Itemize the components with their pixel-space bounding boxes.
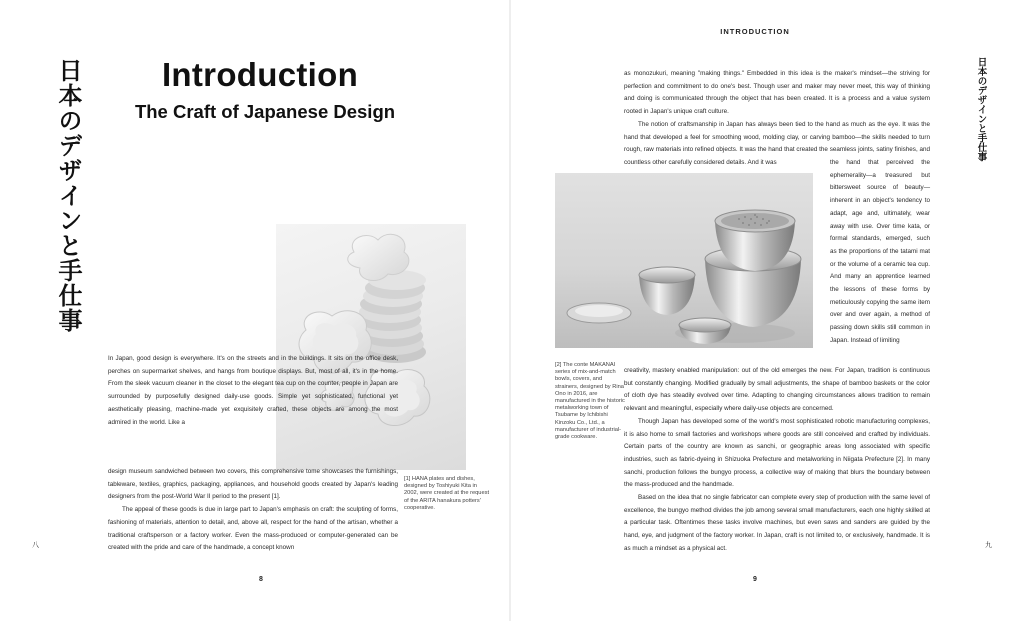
vertical-japanese-title: 日本のデザインと手仕事: [54, 58, 82, 333]
body-text-bottom: [624, 365, 930, 556]
page-title: Introduction: [161, 56, 359, 93]
paragraph: The notion of craftsmanship in Japan has always been tied to the hand as much as the eye. It was the hand that developed a feel for smoothing wood, molding clay, or carving bamboo—the skills needed to turn rough, raw materials into refined objects. It was the hand that created the seamless joints, satiny finishes, and countless other carefully considered details. And it was: [624, 120, 930, 166]
vertical-japanese-title: 日本のデザインと手仕事: [975, 57, 987, 162]
body-text-narrow: [108, 353, 398, 429]
paragraph: Based on the idea that no single fabricator can complete every step of production with the same level of excellence, the bungyo method divides the job among several small manufacturers, each one highly skilled at a particular task. Oftentimes these tasks involve machines, but even saws and sanders are guided by the hand, eye, and judgment of the factory worker. In Japan, craft is not limited to, or exclusively, handmade. It is as much a mindset as a physical act.: [624, 494, 930, 552]
paragraph: the hand that perceived the ephemerality—a treasured but bittersweet source of beauty—inherent in an object's tendency to adapt, age and, ultimately, wear away with use. Over time kata, or formal standards, emerged, such as the proportions of the tatami mat or the volume of a ceramic tea cup. And many an apprentice learned the lessons of these forms by meticulously copying the same item over and over again, a method of passing down skills still common in Japan. Instead of limiting: [830, 159, 930, 344]
body-text-top: [624, 68, 930, 170]
page-number: 9: [753, 576, 757, 583]
figure-makanai-bowls: [555, 173, 813, 348]
page-number: 8: [259, 576, 263, 583]
figure-hana-plates: [276, 224, 466, 470]
body-text-wide: [108, 466, 398, 555]
figure-caption: [2] The conte MAKANAI series of mix-and-match bowls, covers, and strainers, designed by Rina Ono in 2016, are manufactured in the historic metalworking town of Tsubame by Ichibishi Kinzoku Co., Ltd., a manufacturer of industrial-grade cookware.: [555, 362, 625, 441]
body-text-wrap: [830, 157, 930, 348]
kanji-page-number: 九: [985, 541, 992, 549]
white-stacked-plates-photo: [276, 224, 466, 470]
kanji-page-number: 八: [32, 541, 39, 549]
paragraph: as monozukuri, meaning "making things." Embedded in this idea is the maker's mindset—the striving for perfection and commitment to do one's best. Though user and maker may never meet, this way of thinking and doing is communicated through the object that has been created. It is a process and a value system rooted in Japan's unique craft culture.: [624, 70, 930, 116]
page-subtitle: The Craft of Japanese Design: [134, 101, 396, 122]
figure-caption: [1] HANA plates and dishes, designed by Toshiyuki Kita in 2002, were created at the request of the ARITA hanakura potters' cooperative.: [404, 476, 490, 511]
running-head: INTRODUCTION: [720, 27, 790, 36]
paragraph: The appeal of these goods is due in large part to Japan's emphasis on craft: the sculpting of forms, fashioning of materials, attention to detail, and, above all, respect for the hand of the artisan, whether a traditional craftsperson or a factory worker. Even the mass-produced or computer-generated can be created with the pride and care of the handmade, a concept known: [108, 506, 398, 552]
paragraph: design museum sandwiched between two covers, this comprehensive tome showcases the furnishings, tableware, textiles, graphics, packaging, appliances, and household goods created by Japan's leading designers from the post-World War II period to the present [1].: [108, 468, 398, 501]
paragraph: In Japan, good design is everywhere. It's on the streets and in the buildings. It sits on the office desk, perches on supermarket shelves, and hangs from boutique displays. But, most of all, it's in the home. From the sleek vacuum cleaner in the closet to the elegant tea cup on the counter, people in Japan are surrounded by purposefully designed daily-use goods. Simple yet sophisticated, functional yet aesthetically pleasing, machine-made yet exquisitely crafted, these objects are among the most admired in the world. Like a: [108, 355, 398, 426]
paragraph: creativity, mastery enabled manipulation: out of the old emerges the new. For Japan, tradition is continuous but constantly changing. Modified gradually by small adjustments, the shape of bamboo baskets or the color of cloth dye has steadily evolved over time. Adapting to changing circumstances allows tradition to remain relevant and meaningful, especially where daily-use objects are concerned.: [624, 367, 930, 413]
stainless-steel-bowls-photo: [555, 173, 813, 348]
paragraph: Though Japan has developed some of the world's most sophisticated robotic manufacturing complexes, it is also home to small factories and workshops where goods are still conceived and crafted by individuals. Certain parts of the country are known as sanchi, or geographic areas long associated with specific industries, such as fabric-dyeing in Shizuoka Prefecture and metalworking in Niigata Prefecture [2]. In many sanchi, production follows the bungyo process, a collective way of making that blurs the boundary between the mass-produced and the handmade.: [624, 417, 930, 489]
